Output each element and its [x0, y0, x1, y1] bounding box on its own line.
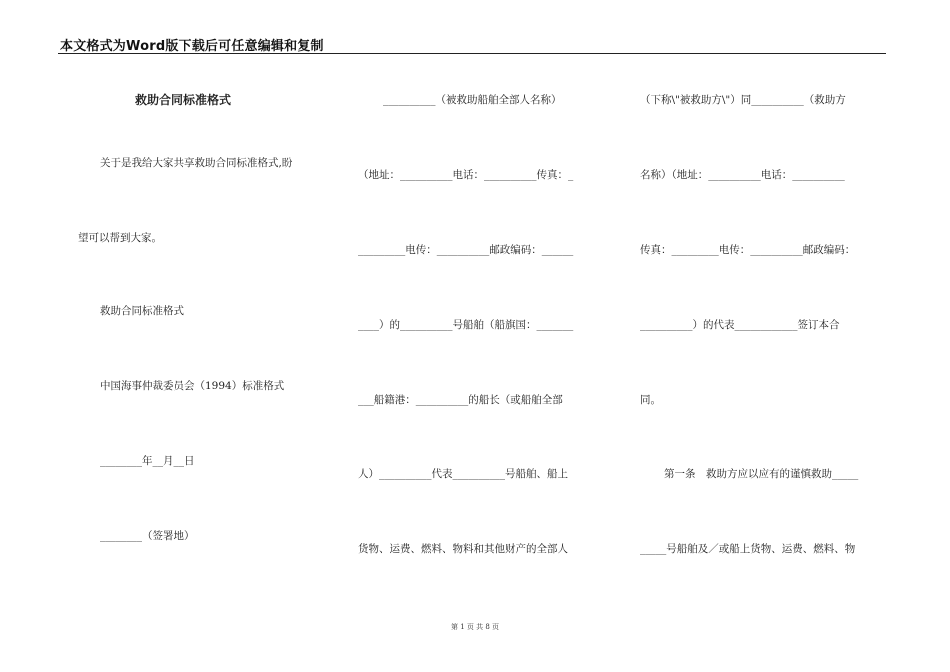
body-line: ____）的__________号船舶（船旗国：_______: [358, 319, 574, 331]
body-line: 关于是我给大家共享救助合同标准格式,盼: [100, 157, 293, 169]
page-number: 第 1 页 共 8 页: [450, 623, 500, 631]
body-line: 人）__________代表__________号船舶、船上: [358, 468, 568, 480]
body-line: 同。: [640, 394, 661, 406]
body-line: 第一条 救助方应以应有的谨慎救助_____: [664, 468, 859, 480]
body-line: _____号船舶及／或船上货物、运费、燃料、物: [640, 543, 856, 555]
body-line: ___船籍港：__________的船长（或船舶全部: [358, 394, 563, 406]
body-line: 中国海事仲裁委员会（1994）标准格式: [100, 380, 285, 392]
header-text: 本文格式为Word版下载后可任意编辑和复制: [60, 39, 324, 54]
body-line: 名称）（地址：__________电话：__________: [640, 169, 845, 181]
body-line: 望可以帮到大家。: [78, 232, 162, 244]
body-line: （地址：__________电话：__________传真：_: [358, 169, 574, 181]
body-line: ________（签署地）: [100, 530, 195, 542]
body-line: （下称\"被救助方\"）同__________（救助方: [640, 94, 846, 106]
body-line: 传真：_________电传：__________邮政编码：: [640, 244, 856, 256]
doc-title: 救助合同标准格式: [135, 93, 232, 107]
body-line: _________电传：__________邮政编码：______: [358, 244, 574, 256]
body-line: __________）的代表____________签订本合: [640, 319, 840, 331]
document-header: [58, 33, 886, 54]
body-line: ________年__月__日: [100, 455, 195, 467]
body-line: 救助合同标准格式: [100, 305, 184, 317]
body-line: __________（被救助船舶全部人名称）: [383, 94, 562, 106]
body-line: 货物、运费、燃料、物料和其他财产的全部人: [358, 543, 568, 555]
